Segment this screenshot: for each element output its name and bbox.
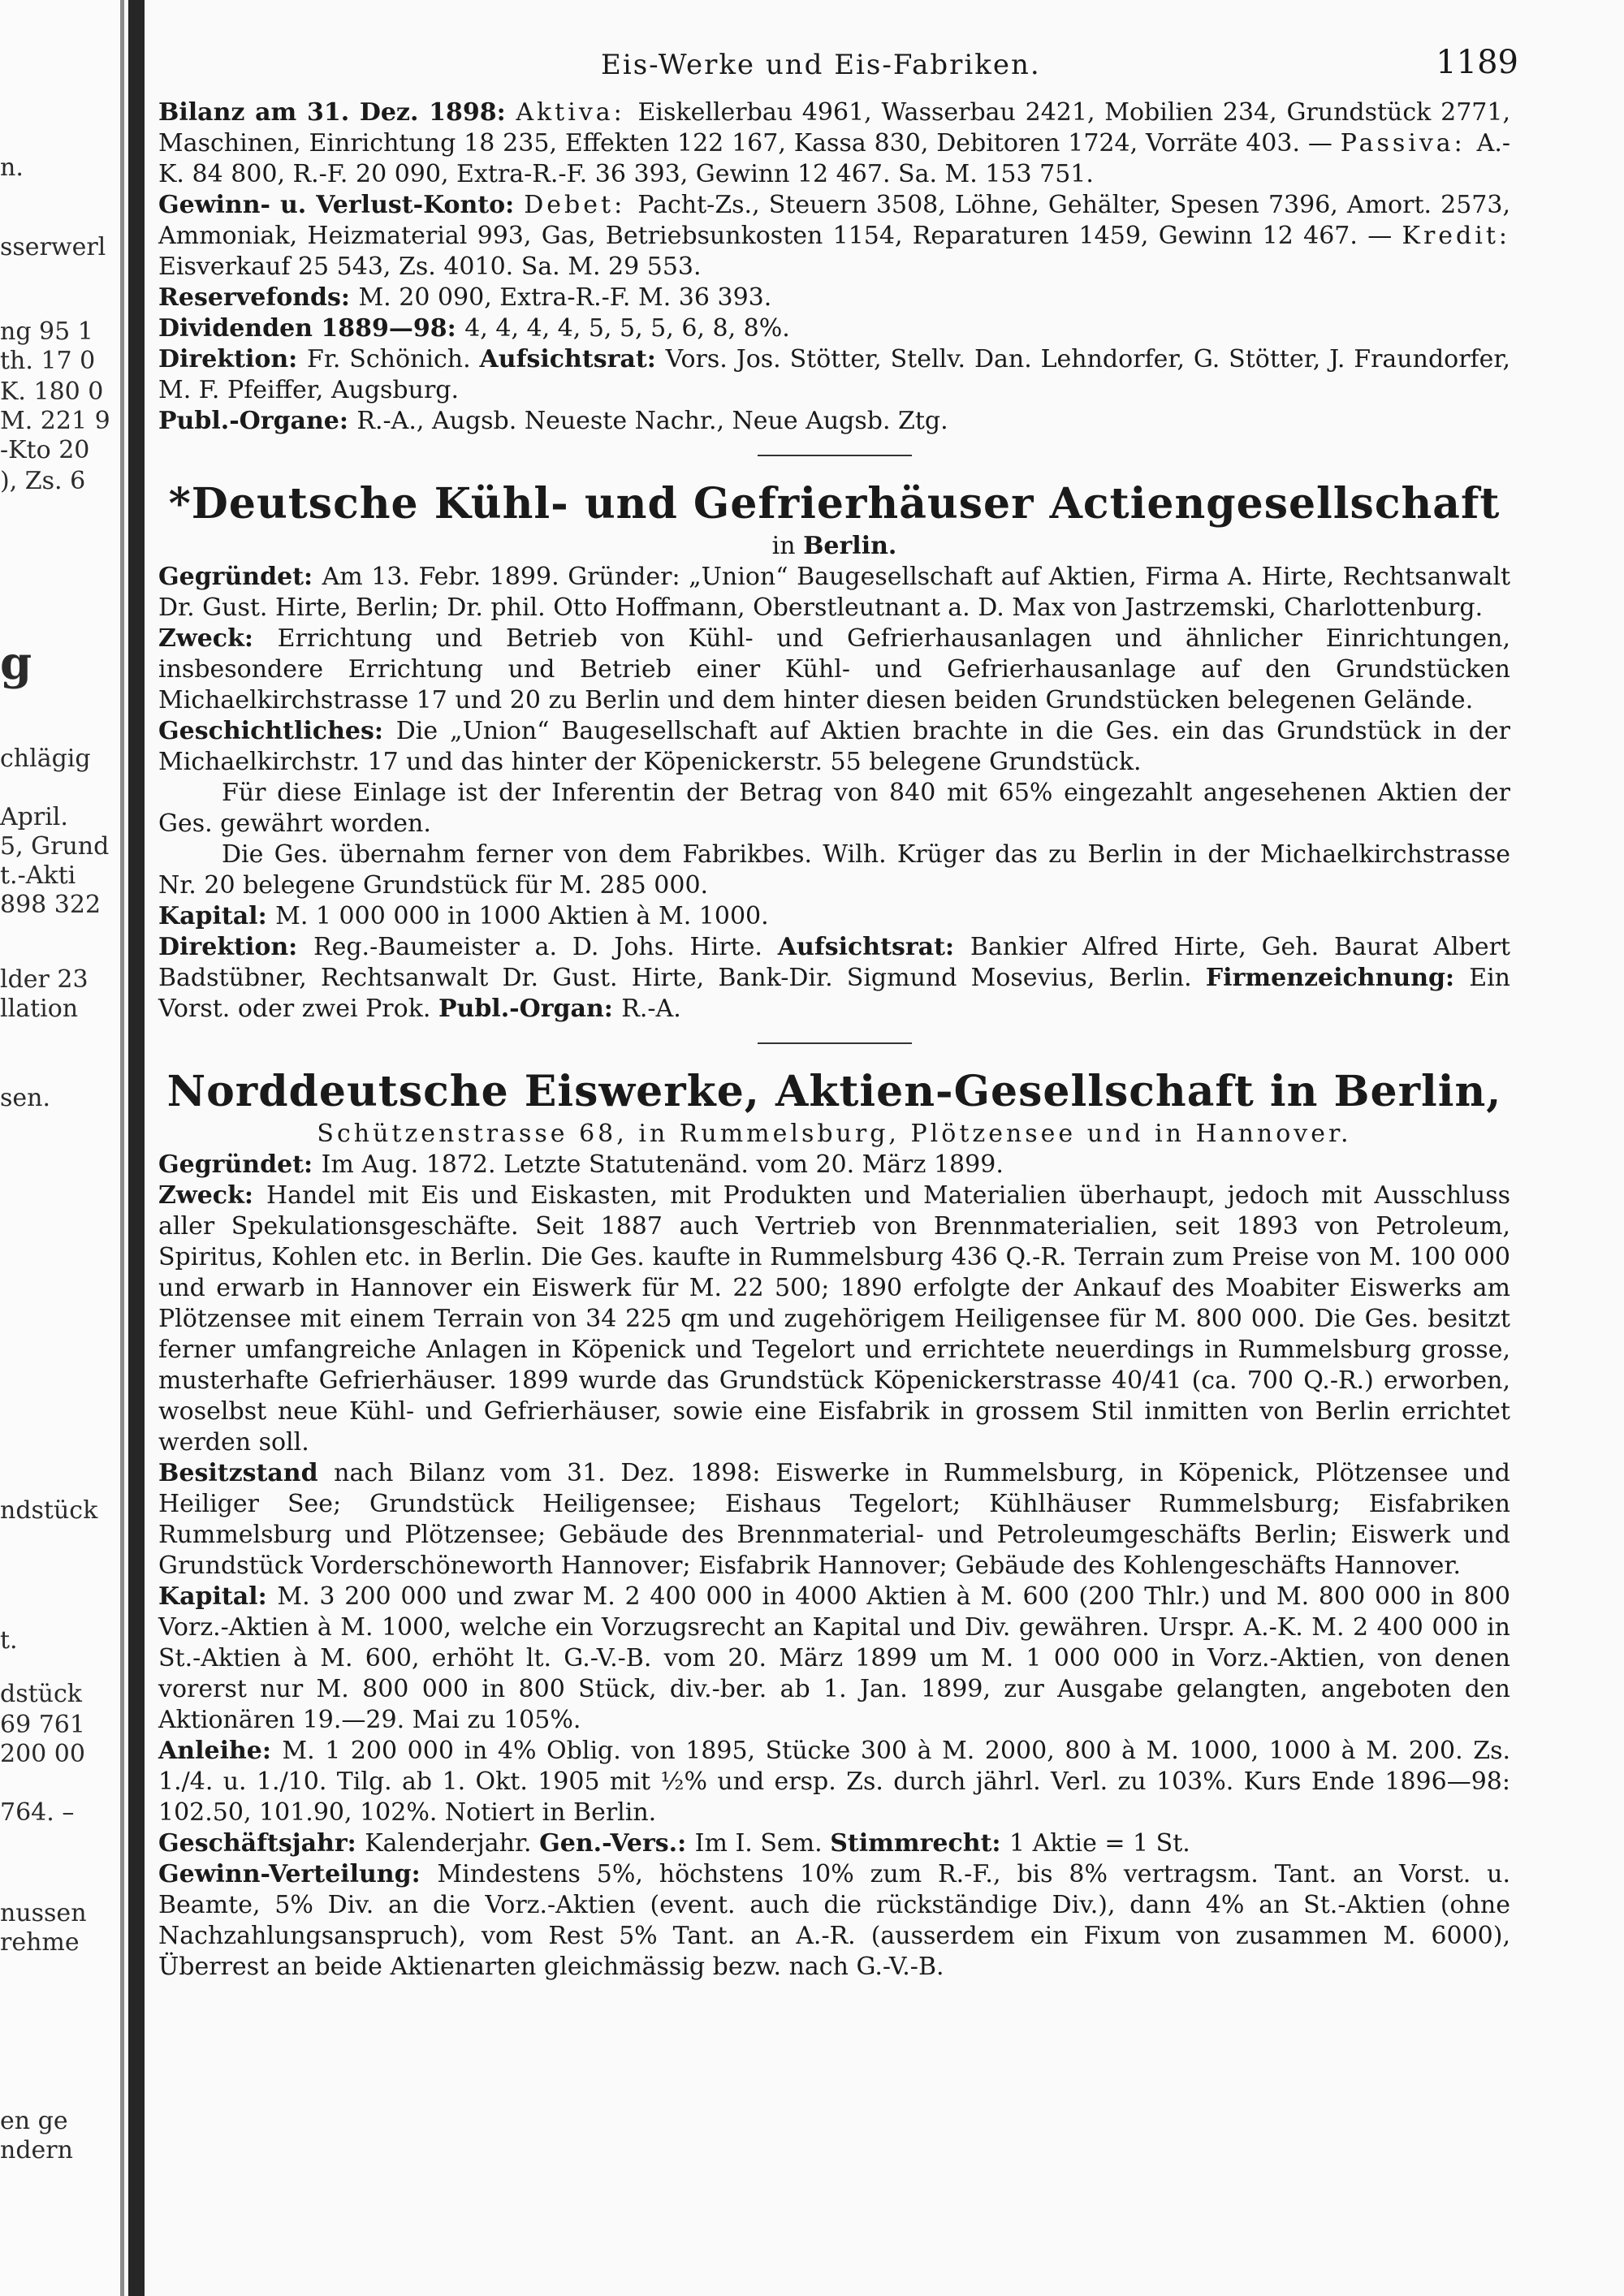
paragraph: [158, 97, 1510, 190]
company-location: [158, 531, 1510, 562]
paragraph: [158, 1859, 1510, 1983]
margin-fragment: en ge: [0, 2107, 68, 2135]
gutter-shadow: [120, 0, 124, 2296]
entry-text: Bankier Alfred Hirte, Geh. Baurat Albert Badstübner, Rechtsanwalt Dr. Gust. Hirte, Bank-Dir. Sigmund Mosevius, Berlin.: [158, 933, 1510, 992]
margin-fragment: llation: [0, 995, 79, 1023]
entry-text: Im I. Sem.: [694, 1829, 831, 1858]
entry-keyword: Geschäftsjahr:: [158, 1829, 365, 1858]
margin-fragment: dstück: [0, 1680, 82, 1708]
entry-text: Pacht-Zs., Steuern 3508, Löhne, Gehälter, Spesen 7396, Amort. 2573, Ammoniak, Heizmaterial 993, Gas, Betriebsunkosten 1154, Reparaturen 1459, Gewinn 12 467. —: [158, 191, 1511, 250]
margin-fragment: lder 23: [0, 965, 89, 994]
company-title-deutsche-kuehl: *Deutsche Kühl- und Gefrierhäuser Actiengesellschaft: [168, 479, 1501, 529]
spaced-label: Passiva:: [1340, 129, 1477, 158]
entry-text: Im Aug. 1872. Letzte Statutenänd. vom 20. März 1899.: [321, 1150, 1004, 1179]
margin-fragment: 764. –: [0, 1798, 75, 1827]
binding-rule: [128, 0, 145, 2296]
margin-fragment: M. 221 9: [0, 407, 110, 435]
entry-text: Handel mit Eis und Eiskasten, mit Produkten und Materialien überhaupt, jedoch mit Ausschluss aller Spekulationsgeschäfte. Seit 1887 auch Vertrieb von Brennmaterialien, seit 1893 von Petroleum, Spiritus, Kohlen etc. in Berlin. Die Ges. kaufte in Rummelsburg 436 Q.-R. Terrain zum Preise von M. 100 000 und erwarb in Hannover ein Eiswerk für M. 22 500; 1890 erfolgte der Ankauf des Moabiter Eiswerks am Plötzensee mit einem Terrain von 34 225 qm und zugehörigem Heiligensee für M. 800 000. Die Ges. besitzt ferner umfangreiche Anlagen in Köpenick und Tegelort und errichtete neuerdings in Rummelsburg grosse, musterhafte Gefrierhäuser. 1899 wurde das Grundstück Köpenickerstrasse 40/41 (ca. 700 Q.-R.) erworben, woselbst neue Kühl- und Gefrierhäuser, sowie eine Eisfabrik in grossem Stil inmitten von Berlin errichtet werden soll.: [158, 1181, 1511, 1457]
margin-fragment: sserwerl: [0, 233, 106, 261]
entry-keyword: Geschichtliches:: [158, 717, 396, 745]
entry-keyword: Stimmrecht:: [830, 1829, 1009, 1858]
margin-fragment: 898 322: [0, 891, 102, 919]
paragraph: [158, 1150, 1510, 1180]
paragraph: [158, 624, 1510, 716]
location-prefix: in: [771, 532, 804, 560]
margin-fragment: 200 00: [0, 1740, 85, 1768]
entry-text: Kalenderjahr.: [365, 1829, 540, 1858]
entry-text: Eisverkauf 25 543, Zs. 4010. Sa. M. 29 553.: [158, 252, 702, 281]
margin-fragment: th. 17 0: [0, 347, 96, 375]
paragraph: [158, 313, 1510, 344]
entry-text: M. 20 090, Extra-R.-F. M. 36 393.: [358, 283, 772, 312]
entry-keyword: Gegründet:: [158, 563, 322, 591]
margin-fragment: 69 761: [0, 1711, 85, 1739]
entry-text: Am 13. Febr. 1899. Gründer: „Union“ Baugesellschaft auf Aktien, Firma A. Hirte, Rechtsanwalt Dr. Gust. Hirte, Berlin; Dr. phil. Otto Hoffmann, Oberstleutnant a. D. Max von Jastrzemski, Charlottenburg.: [158, 563, 1511, 622]
entry-keyword: Publ.-Organe:: [158, 407, 357, 435]
running-header: [158, 32, 1518, 97]
entry-keyword: Gewinn-Verteilung:: [158, 1860, 438, 1888]
margin-fragment: 5, Grund: [0, 832, 110, 861]
entry-text: Errichtung und Betrieb von Kühl- und Gefrierhausanlagen und ähnlicher Einrichtungen, insbesondere Errichtung und Betrieb einer Kühl- und Gefrierhausanlage auf den Grundstücken Michaelkirchstrasse 17 und 20 zu Berlin und dem hinter diesen beiden Grundstücken belegenen Gelände.: [158, 624, 1510, 714]
margin-fragment: ng 95 1: [0, 317, 93, 346]
paragraph: [158, 716, 1510, 778]
company-address: Schützenstrasse 68, in Rummelsburg, Plötzensee und in Hannover.: [317, 1120, 1352, 1148]
paragraph: [158, 562, 1510, 624]
entry-text: M. 1 000 000 in 1000 Aktien à M. 1000.: [275, 902, 769, 930]
margin-fragment: ndstück: [0, 1496, 98, 1525]
paragraph: [158, 932, 1510, 1025]
entry-keyword: Reservefonds:: [158, 283, 359, 312]
entry-keyword: Kapital:: [158, 1582, 278, 1611]
divider: [758, 455, 912, 456]
page: [158, 32, 1518, 1983]
section-deutsche-kuehl: [158, 562, 1510, 1025]
entry-text: A.-K. 84 800, R.-F. 20 090, Extra-R.-F. 36 393, Gewinn 12 467. Sa. M. 153 751.: [158, 129, 1510, 188]
entry-keyword: Firmenzeichnung:: [1205, 964, 1470, 992]
running-title: Eis-Werke und Eis-Fabriken.: [601, 49, 1041, 81]
entry-text: Eiskellerbau 4961, Wasserbau 2421, Mobilien 234, Grundstück 2771, Maschinen, Einrichtung 18 235, Effekten 122 167, Kassa 830, Debitoren 1724, Vorräte 403. —: [158, 98, 1510, 158]
entry-keyword: Zweck:: [158, 624, 278, 653]
margin-fragment: chlägig: [0, 744, 91, 773]
entry-keyword: Besitzstand: [158, 1459, 335, 1487]
entry-keyword: Anleihe:: [158, 1737, 283, 1765]
paragraph: [158, 778, 1510, 839]
entry-keyword: Direktion:: [158, 933, 313, 961]
paragraph: [158, 283, 1510, 313]
margin-fragment: nussen: [0, 1899, 87, 1927]
spaced-label: Aktiva:: [516, 98, 638, 127]
entry-text: nach Bilanz vom 31. Dez. 1898: Eiswerke in Rummelsburg, in Köpenick, Plötzensee und Heiliger See; Grundstück Heiligensee; Eishaus Tegelort; Kühlhäuser Rummelsburg; Eisfabriken Rummelsburg und Plötzensee; Gebäude des Brennmaterial- und Petroleumgeschäfts Berlin; Eiswerk und Grundstück Vorderschöneworth Hannover; Eisfabrik Hannover; Gebäude des Kohlengeschäfts Hannover.: [158, 1459, 1510, 1580]
divider: [758, 1042, 912, 1044]
paragraph: [158, 901, 1510, 932]
paragraph: [158, 406, 1510, 437]
margin-fragment: K. 180 0: [0, 378, 104, 406]
section-norddeutsche-eiswerke: [158, 1150, 1510, 1983]
entry-keyword: Gegründet:: [158, 1150, 322, 1179]
entry-keyword: Zweck:: [158, 1181, 266, 1210]
margin-fragment: ), Zs. 6: [0, 467, 86, 495]
paragraph: [158, 839, 1510, 901]
company-title-norddeutsche-eiswerke: Norddeutsche Eiswerke, Aktien-Gesellschaft in Berlin,: [166, 1067, 1502, 1116]
margin-fragment: rehme: [0, 1928, 80, 1957]
location-city: Berlin.: [803, 532, 897, 560]
entry-text: M. 3 200 000 und zwar M. 2 400 000 in 4000 Aktien à M. 600 (200 Thlr.) und M. 800 000 in 800 Vorz.-Aktien à M. 1000, welche ein Vorzugsrecht an Kapital und Div. gewähren. Urspr. A.-K. M. 2 400 000 in St.-Aktien à M. 600, erhöht lt. G.-V.-B. vom 20. März 1899 um M. 1 000 000 in Vorz.-Aktien, von denen vorerst nur M. 800 000 in 800 Stück, div.-ber. ab 1. Jan. 1899, zur Ausgabe gelangten, angeboten den Aktionären 19.—29. Mai zu 105%.: [158, 1582, 1510, 1734]
entry-keyword: Gen.-Vers.:: [539, 1829, 695, 1858]
entry-keyword: Bilanz am 31. Dez. 1898:: [158, 98, 516, 127]
entry-text: M. 1 200 000 in 4% Oblig. von 1895, Stücke 300 à M. 2000, 800 à M. 1000, 1000 à M. 200. Zs. 1./4. u. 1./10. Tilg. ab 1. Okt. 1905 mit ½% und ersp. Zs. durch jährl. Verl. zu 103%. Kurs Ende 1896—98: 102.50, 101.90, 102%. Notiert in Berlin.: [158, 1737, 1511, 1827]
entry-text: Die „Union“ Baugesellschaft auf Aktien brachte in die Ges. ein das Grundstück in der Michaelkirchstr. 17 und das hinter der Köpenickerstr. 55 belegene Grundstück.: [158, 717, 1510, 776]
entry-keyword: Direktion:: [158, 345, 308, 373]
entry-text: 4, 4, 4, 4, 5, 5, 5, 6, 8, 8%.: [464, 314, 790, 343]
margin-fragment: -Kto 20: [0, 436, 90, 464]
entry-text: Die Ges. übernahm ferner von dem Fabrikbes. Wilh. Krüger das zu Berlin in der Michaelkirchstrasse Nr. 20 belegene Grundstück für M. 285 000.: [158, 840, 1510, 900]
entry-keyword: Dividenden 1889—98:: [158, 314, 465, 343]
margin-fragment: ndern: [0, 2136, 73, 2164]
spaced-label: Debet:: [524, 191, 638, 219]
margin-fragment: n.: [0, 153, 24, 182]
paragraph: [158, 344, 1510, 406]
entry-text: Ein Vorst. oder zwei Prok.: [158, 964, 1511, 1023]
entry-text: R.-A.: [621, 995, 681, 1023]
margin-fragment: g: [0, 637, 32, 690]
paragraph: [158, 1736, 1510, 1828]
entry-keyword: Kapital:: [158, 902, 276, 930]
margin-fragment: April.: [0, 803, 68, 831]
page-number: 1189: [1436, 44, 1518, 81]
entry-text: R.-A., Augsb. Neueste Nachr., Neue Augsb. Ztg.: [356, 407, 948, 435]
entry-keyword: Aufsichtsrat:: [777, 933, 970, 961]
paragraph: [158, 1828, 1510, 1859]
entry-text: Mindestens 5%, höchstens 10% zum R.-F., bis 8% vertragsm. Tant. an Vorst. u. Beamte, 5% Div. an die Vorz.-Aktien (event. auch die rückständige Div.), dann 4% an St.-Aktien (ohne Nachzahlungsanspruch), vom Rest 5% Tant. an A.-R. (ausserdem ein Fixum von zusammen M. 6000), Überrest an beide Aktienarten gleichmässig bezw. nach G.-V.-B.: [158, 1860, 1511, 1981]
entry-text: Für diese Einlage ist der Inferentin der Betrag von 840 mit 65% eingezahlt angesehenen Aktien der Ges. gewährt worden.: [158, 779, 1510, 838]
entry-text: Reg.-Baumeister a. D. Johs. Hirte.: [313, 933, 778, 961]
paragraph: [158, 1582, 1510, 1736]
entry-text: 1 Aktie = 1 St.: [1009, 1829, 1190, 1858]
entry-keyword: Aufsichtsrat:: [479, 345, 666, 373]
paragraph: [158, 1180, 1510, 1458]
section-previous-company: [158, 97, 1510, 437]
entry-keyword: Publ.-Organ:: [438, 995, 622, 1023]
paragraph: [158, 1458, 1510, 1582]
margin-fragment: t.: [0, 1626, 18, 1655]
previous-page-margin: [0, 0, 122, 2296]
entry-keyword: Gewinn- u. Verlust-Konto:: [158, 191, 525, 219]
entry-text: Fr. Schönich.: [307, 345, 480, 373]
entry-text: Vors. Jos. Stötter, Stellv. Dan. Lehndorfer, G. Stötter, J. Fraundorfer, M. F. Pfeiffer, Augsburg.: [158, 345, 1510, 404]
margin-fragment: t.-Akti: [0, 861, 76, 890]
paragraph: [158, 190, 1510, 283]
margin-fragment: sen.: [0, 1084, 51, 1112]
spaced-label: Kredit:: [1402, 222, 1510, 250]
